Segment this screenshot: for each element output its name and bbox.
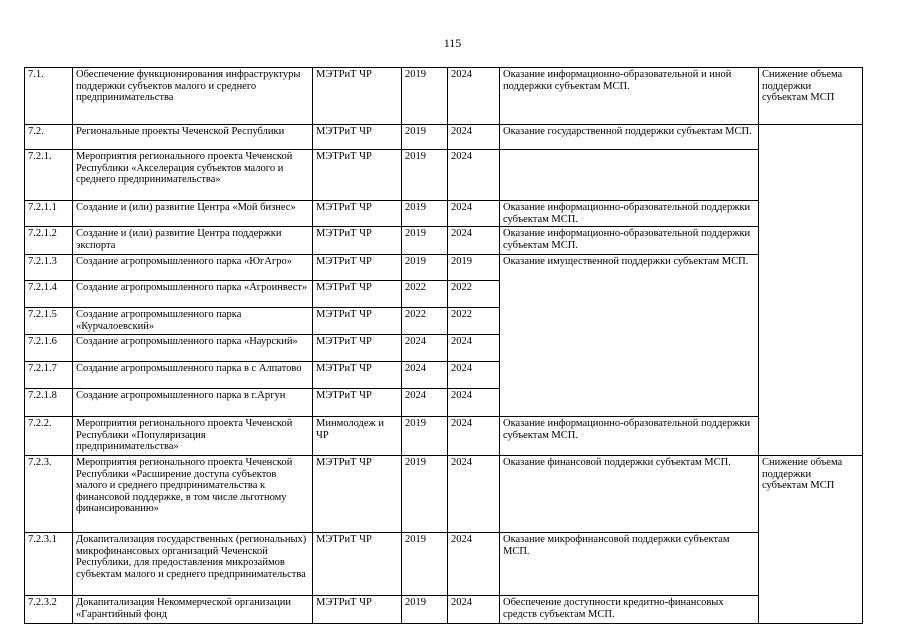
row-number: 7.2.2. bbox=[25, 417, 73, 456]
start-year: 2024 bbox=[402, 335, 448, 362]
start-year: 2022 bbox=[402, 281, 448, 308]
measure-name: Докапитализация Некоммерческой организации «Гарантийный фонд bbox=[73, 596, 313, 624]
measures-table bbox=[24, 67, 863, 624]
row-number: 7.2.1.1 bbox=[25, 201, 73, 227]
row-number: 7.1. bbox=[25, 68, 73, 125]
row-number: 7.2.1.3 bbox=[25, 255, 73, 281]
end-year: 2024 bbox=[448, 201, 500, 227]
row-number: 7.2.1.6 bbox=[25, 335, 73, 362]
start-year: 2019 bbox=[402, 150, 448, 201]
expected-result: Оказание микрофинансовой поддержки субъектам МСП. bbox=[500, 533, 759, 596]
table-row bbox=[25, 417, 863, 456]
start-year: 2019 bbox=[402, 255, 448, 281]
measure-name: Создание и (или) развитие Центра поддержки экспорта bbox=[73, 227, 313, 255]
measure-name: Создание агропромышленного парка в г.Аргун bbox=[73, 389, 313, 417]
consequence: Снижение объема поддержки субъектам МСП bbox=[759, 456, 863, 624]
measure-name: Создание агропромышленного парка «Наурский» bbox=[73, 335, 313, 362]
row-number: 7.2. bbox=[25, 125, 73, 150]
executor: МЭТРиТ ЧР bbox=[313, 281, 402, 308]
expected-result: Оказание имущественной поддержки субъектам МСП. bbox=[500, 255, 759, 417]
expected-result: Обеспечение доступности кредитно-финансовых средств субъектам МСП. bbox=[500, 596, 759, 624]
expected-result: Оказание информационно-образовательной поддержки субъектам МСП. bbox=[500, 417, 759, 456]
executor: МЭТРиТ ЧР bbox=[313, 150, 402, 201]
expected-result: Оказание информационно-образовательной и иной поддержки субъектам МСП. bbox=[500, 68, 759, 125]
executor: МЭТРиТ ЧР bbox=[313, 68, 402, 125]
table-row bbox=[25, 227, 863, 255]
table-row bbox=[25, 533, 863, 596]
table-row bbox=[25, 255, 863, 281]
consequence: Снижение объема поддержки субъектам МСП bbox=[759, 68, 863, 125]
end-year: 2024 bbox=[448, 68, 500, 125]
executor: МЭТРиТ ЧР bbox=[313, 596, 402, 624]
end-year: 2024 bbox=[448, 227, 500, 255]
row-number: 7.2.3. bbox=[25, 456, 73, 533]
row-number: 7.2.1.2 bbox=[25, 227, 73, 255]
measure-name: Создание агропромышленного парка «ЮгАгро» bbox=[73, 255, 313, 281]
executor: МЭТРиТ ЧР bbox=[313, 308, 402, 335]
table-row bbox=[25, 150, 863, 201]
start-year: 2019 bbox=[402, 227, 448, 255]
consequence-blank bbox=[759, 125, 863, 456]
executor: Минмолодеж и ЧР bbox=[313, 417, 402, 456]
end-year: 2019 bbox=[448, 255, 500, 281]
executor: МЭТРиТ ЧР bbox=[313, 125, 402, 150]
table-row bbox=[25, 125, 863, 150]
row-number: 7.2.3.2 bbox=[25, 596, 73, 624]
executor: МЭТРиТ ЧР bbox=[313, 201, 402, 227]
end-year: 2024 bbox=[448, 150, 500, 201]
measure-name: Мероприятия регионального проекта Чеченской Республики «Акселерация субъектов малого и среднего предпринимательства» bbox=[73, 150, 313, 201]
measure-name: Мероприятия регионального проекта Чеченской Республики «Расширение доступа субъектов малого и среднего предпринимательства к финансовой поддержке, в том числе льготному финансированию» bbox=[73, 456, 313, 533]
table-row bbox=[25, 456, 863, 533]
page-number: 115 bbox=[443, 36, 462, 50]
measure-name: Докапитализация государственных (региональных) микрофинансовых организаций Чеченской Республики, для предоставления микрозаймов субъектам малого и среднего предпринимательства bbox=[73, 533, 313, 596]
start-year: 2019 bbox=[402, 596, 448, 624]
expected-result: Оказание финансовой поддержки субъектам МСП. bbox=[500, 456, 759, 533]
measure-name: Мероприятия регионального проекта Чеченской Республики «Популяризация предпринимательства» bbox=[73, 417, 313, 456]
measure-name: Обеспечение функционирования инфраструктуры поддержки субъектов малого и среднего предпринимательства bbox=[73, 68, 313, 125]
executor: МЭТРиТ ЧР bbox=[313, 533, 402, 596]
measure-name: Региональные проекты Чеченской Республики bbox=[73, 125, 313, 150]
start-year: 2019 bbox=[402, 456, 448, 533]
start-year: 2024 bbox=[402, 389, 448, 417]
executor: МЭТРиТ ЧР bbox=[313, 335, 402, 362]
executor: МЭТРиТ ЧР bbox=[313, 456, 402, 533]
expected-result: Оказание информационно-образовательной поддержки субъектам МСП. bbox=[500, 227, 759, 255]
measure-name: Создание агропромышленного парка «Курчалоевский» bbox=[73, 308, 313, 335]
end-year: 2024 bbox=[448, 335, 500, 362]
start-year: 2022 bbox=[402, 308, 448, 335]
table-row bbox=[25, 596, 863, 624]
measure-name: Создание агропромышленного парка «Агроинвест» bbox=[73, 281, 313, 308]
start-year: 2019 bbox=[402, 201, 448, 227]
end-year: 2024 bbox=[448, 596, 500, 624]
end-year: 2022 bbox=[448, 308, 500, 335]
executor: МЭТРиТ ЧР bbox=[313, 362, 402, 389]
end-year: 2024 bbox=[448, 362, 500, 389]
end-year: 2024 bbox=[448, 456, 500, 533]
executor: МЭТРиТ ЧР bbox=[313, 255, 402, 281]
start-year: 2019 bbox=[402, 68, 448, 125]
row-number: 7.2.1.8 bbox=[25, 389, 73, 417]
start-year: 2024 bbox=[402, 362, 448, 389]
row-number: 7.2.1.7 bbox=[25, 362, 73, 389]
expected-result bbox=[500, 150, 759, 201]
end-year: 2022 bbox=[448, 281, 500, 308]
executor: МЭТРиТ ЧР bbox=[313, 227, 402, 255]
start-year: 2019 bbox=[402, 417, 448, 456]
end-year: 2024 bbox=[448, 417, 500, 456]
expected-result: Оказание информационно-образовательной поддержки субъектам МСП. bbox=[500, 201, 759, 227]
start-year: 2019 bbox=[402, 125, 448, 150]
row-number: 7.2.1. bbox=[25, 150, 73, 201]
table-row bbox=[25, 68, 863, 125]
executor: МЭТРиТ ЧР bbox=[313, 389, 402, 417]
measure-name: Создание агропромышленного парка в с Алпатово bbox=[73, 362, 313, 389]
row-number: 7.2.1.4 bbox=[25, 281, 73, 308]
end-year: 2024 bbox=[448, 533, 500, 596]
table-row bbox=[25, 201, 863, 227]
row-number: 7.2.3.1 bbox=[25, 533, 73, 596]
measure-name: Создание и (или) развитие Центра «Мой бизнес» bbox=[73, 201, 313, 227]
row-number: 7.2.1.5 bbox=[25, 308, 73, 335]
expected-result: Оказание государственной поддержки субъектам МСП. bbox=[500, 125, 759, 150]
start-year: 2019 bbox=[402, 533, 448, 596]
end-year: 2024 bbox=[448, 389, 500, 417]
end-year: 2024 bbox=[448, 125, 500, 150]
